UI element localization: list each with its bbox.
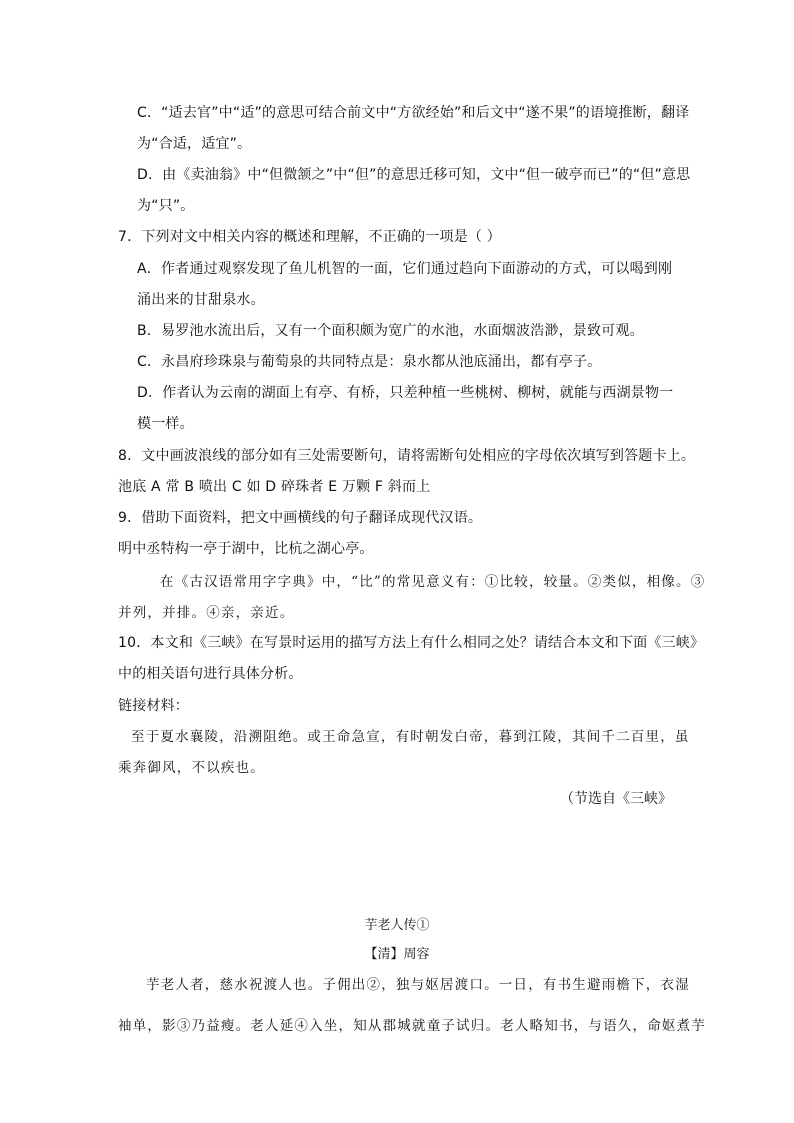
q10-stem-line2: 中的相关语句进行具体分析。 [118, 666, 303, 682]
q7-option-b: B．易罗池水流出后，又有一个面积颇为宽广的水池，水面烟波浩渺，景致可观。 [137, 323, 644, 339]
q10-link-label: 链接材料： [118, 698, 189, 714]
q6-option-c-line1: C．“适去官”中“适”的意思可结合前文中“方欲经始”和后文中“遂不果”的语境推断，翻译 [137, 105, 690, 121]
passage-line2: 袖单，影③乃益瘦。老人延④入坐，知从郡城就童子试归。老人略知书，与语久，命妪煮芋 [118, 1018, 706, 1034]
q7-option-d-line2: 模一样。 [137, 416, 194, 432]
q6-option-d-line2: 为“只”。 [137, 198, 195, 214]
q9-reference-line2: 并列，并排。④亲，亲近。 [118, 605, 295, 621]
q6-option-c-line2: 为“合适，适宜”。 [137, 136, 252, 152]
q8-stem: 8．文中画波浪线的部分如有三处需要断句，请将需断句处相应的字母依次填写到答题卡上。 [118, 448, 696, 464]
q7-option-d-line1: D．作者认为云南的湖面上有亭、有桥，只差种植一些桃树、柳树，就能与西湖景物一 [137, 385, 674, 401]
q7-stem: 7．下列对文中相关内容的概述和理解，不正确的一项是（ ） [118, 229, 501, 245]
q7-option-c: C．永昌府珍珠泉与葡萄泉的共同特点是：泉水都从池底涌出，都有亭子。 [137, 354, 602, 370]
passage-line1: 芋老人者，慈水祝渡人也。子佣出②，独与妪居渡口。一日，有书生避雨檐下，衣湿 [146, 977, 690, 993]
q6-option-d-line1: D．由《卖油翁》中“但微颔之”中“但”的意思迁移可知，文中“但一破亭而已”的“但”意思 [137, 167, 691, 183]
q8-text: 池底 A 常 B 喷出 C 如 D 碎珠者 E 万颗 F 斜而上 [118, 479, 431, 495]
q9-stem: 9．借助下面资料，把文中画横线的句子翻译成现代汉语。 [118, 510, 483, 526]
q9-sentence: 明中丞特构一亭于湖中，比杭之湖心亭。 [118, 541, 374, 557]
passage-title: 芋老人传① [364, 918, 430, 933]
q10-stem-line1: 10．本文和《三峡》在写景时运用的描写方法上有什么相同之处？请结合本文和下面《三峡》 [118, 635, 705, 651]
q7-option-a-line2: 涌出来的甘甜泉水。 [137, 292, 265, 308]
q9-reference-line1: 在《古汉语常用字字典》中，“比”的常见意义有：①比较，较量。②类似，相像。③ [160, 574, 706, 590]
passage-author: 【清】周容 [364, 947, 430, 962]
q10-material-source: （节选自《三峡》 [560, 791, 672, 807]
q10-material-line2: 乘奔御风，不以疾也。 [118, 760, 265, 776]
q7-option-a-line1: A．作者通过观察发现了鱼儿机智的一面，它们通过趋向下面游动的方式，可以喝到刚 [137, 261, 673, 277]
q10-material-line1: 至于夏水襄陵，沿溯阻绝。或王命急宣，有时朝发白帝，暮到江陵，其间千二百里，虽 [131, 729, 690, 745]
